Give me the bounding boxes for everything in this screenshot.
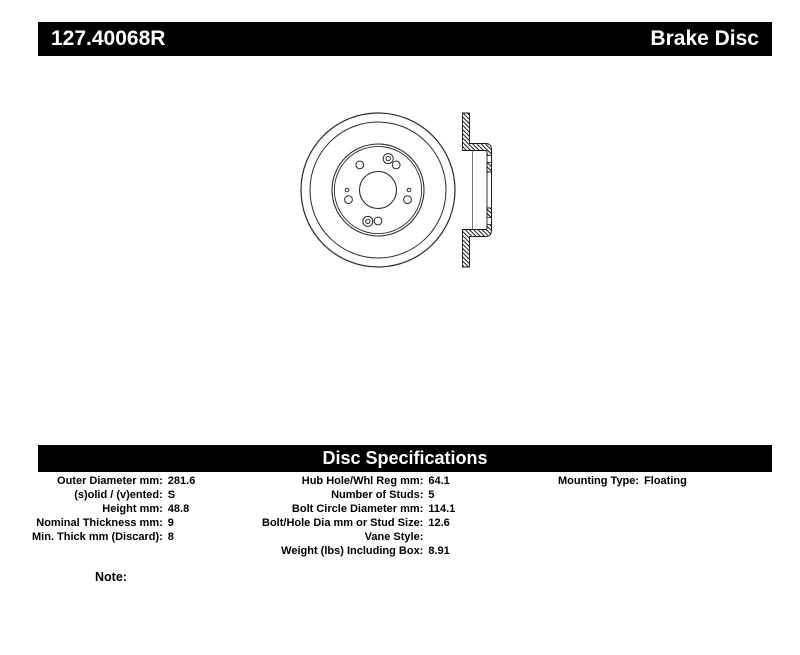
spec-value: 9	[167, 517, 174, 529]
part-number: 127.40068R	[51, 27, 166, 50]
spec-label: Weight (lbs) Including Box:	[281, 545, 424, 557]
spec-row	[262, 474, 455, 488]
spec-column-right	[558, 474, 687, 488]
spec-section-header	[38, 445, 772, 472]
spec-label: Min. Thick mm (Discard):	[32, 531, 163, 543]
brake-disc-cross-section	[463, 113, 493, 267]
spec-label: Outer Diameter mm:	[57, 475, 163, 487]
spec-label: Height mm:	[102, 503, 163, 515]
spec-value: Floating	[644, 475, 687, 487]
spec-row	[262, 530, 455, 544]
spec-column-left	[32, 474, 195, 544]
spec-label: Vane Style:	[364, 531, 424, 543]
spec-value: S	[167, 489, 176, 501]
product-type: Brake Disc	[650, 27, 759, 50]
spec-value: 64.1	[428, 475, 450, 487]
brake-disc-drawing	[280, 95, 510, 285]
spec-label: Bolt/Hole Dia mm or Stud Size:	[262, 517, 424, 529]
spec-label: Hub Hole/Whl Reg mm:	[301, 475, 424, 487]
spec-row	[262, 502, 455, 516]
spec-label: Number of Studs:	[331, 489, 424, 501]
spec-value: 8.91	[428, 545, 450, 557]
spec-value	[423, 530, 455, 544]
spec-value: 12.6	[428, 517, 450, 529]
spec-value: 281.6	[167, 475, 196, 487]
note-label: Note:	[95, 570, 127, 584]
spec-value: 48.8	[167, 503, 190, 515]
spec-row	[32, 516, 195, 530]
spec-value: 5	[428, 489, 435, 501]
spec-row	[32, 474, 195, 488]
brake-disc-front-view	[301, 113, 455, 267]
spec-label: Bolt Circle Diameter mm:	[291, 503, 424, 515]
spec-section-title: Disc Specifications	[322, 448, 488, 468]
spec-label: Nominal Thickness mm:	[36, 517, 163, 529]
spec-row	[262, 488, 455, 502]
spec-row	[32, 502, 195, 516]
spec-row	[32, 488, 195, 502]
spec-value: 114.1	[428, 503, 456, 515]
spec-label: Mounting Type:	[558, 475, 640, 487]
spec-label: (s)olid / (v)ented:	[74, 489, 163, 501]
spec-row	[558, 474, 687, 488]
spec-row	[32, 530, 195, 544]
spec-value: 8	[167, 531, 174, 543]
spec-row	[262, 516, 455, 530]
spec-column-middle	[262, 474, 455, 558]
spec-row	[262, 544, 455, 558]
header-bar	[38, 22, 772, 56]
